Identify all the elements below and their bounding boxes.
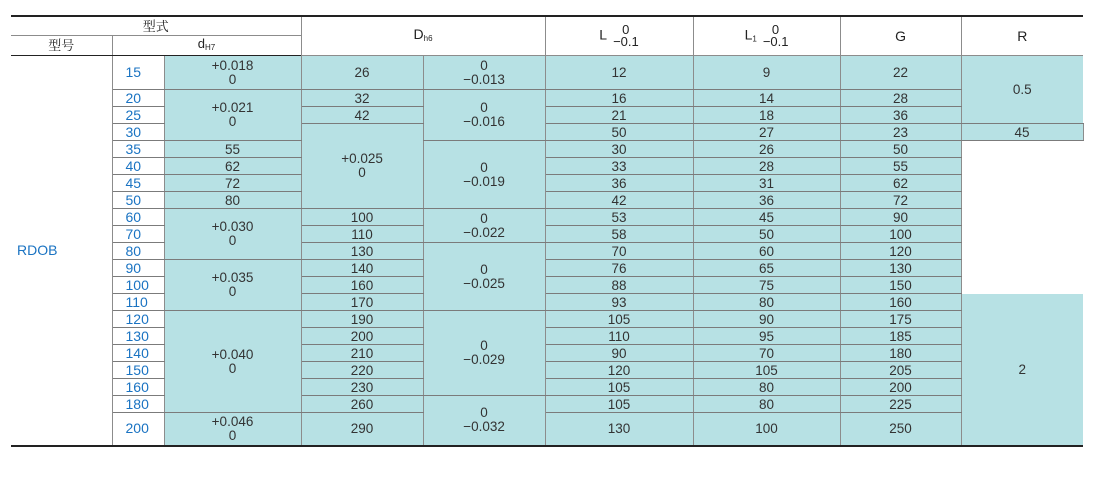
header-L1 — [693, 16, 840, 56]
L-value-cell: 105 — [545, 396, 693, 413]
G-value-cell: 55 — [840, 158, 961, 175]
L1-value-cell: 100 — [693, 413, 840, 446]
D-tolerance-cell — [423, 90, 545, 141]
G-value-cell: 130 — [840, 260, 961, 277]
header-L-label: L — [599, 26, 608, 43]
L-value-cell: 16 — [545, 90, 693, 107]
D-tolerance-cell — [423, 396, 545, 446]
d-value-cell: 25 — [112, 107, 164, 124]
d-tolerance-cell-upper: +0.018 — [211, 57, 254, 73]
header-style — [11, 16, 301, 36]
header-style-label: 型式 — [142, 18, 169, 34]
d-value-cell: 140 — [112, 345, 164, 362]
G-value-cell: 72 — [840, 192, 961, 209]
L1-value-cell: 23 — [840, 124, 961, 141]
D-value-cell: 26 — [301, 56, 423, 90]
d-value-cell: 180 — [112, 396, 164, 413]
d-tolerance-cell-upper: +0.035 — [211, 270, 254, 285]
d-value-cell: 130 — [112, 328, 164, 345]
L1-value-cell: 14 — [693, 90, 840, 107]
G-value-cell: 200 — [840, 379, 961, 396]
D-value-cell: 230 — [301, 379, 423, 396]
D-tolerance-cell-upper: 0 — [480, 261, 488, 277]
D-tolerance-cell-lower: −0.025 — [463, 275, 505, 291]
L1-value-cell: 95 — [693, 328, 840, 345]
D-value-cell: 160 — [301, 277, 423, 294]
G-value-cell: 160 — [840, 294, 961, 311]
D-tolerance-cell-lower: −0.016 — [463, 114, 505, 129]
L-value-cell: 93 — [545, 294, 693, 311]
L-value-cell: 42 — [545, 192, 693, 209]
header-D-sub: h6 — [423, 33, 433, 43]
R-value-cell: 0.5 — [961, 56, 1083, 124]
G-value-cell: 50 — [840, 141, 961, 158]
L-value-cell: 70 — [545, 243, 693, 260]
d-tolerance-cell — [164, 56, 301, 90]
d-tolerance-cell — [164, 260, 301, 311]
d-tolerance-cell-lower: 0 — [228, 71, 237, 87]
G-value-cell: 28 — [840, 90, 961, 107]
d-value-cell: 35 — [112, 141, 164, 158]
G-value-cell: 250 — [840, 413, 961, 446]
d-tolerance-cell-lower: 0 — [228, 233, 237, 248]
header-d — [112, 36, 301, 56]
table-row — [11, 56, 1083, 90]
D-tolerance-cell-lower: −0.022 — [463, 224, 505, 240]
G-value-cell: 36 — [840, 107, 961, 124]
d-tolerance-cell-lower: 0 — [358, 165, 366, 180]
D-tolerance-cell-upper: 0 — [480, 210, 488, 226]
header-R-label: R — [1017, 27, 1028, 44]
D-tolerance-cell-lower: −0.029 — [463, 352, 505, 367]
G-value-cell: 180 — [840, 345, 961, 362]
L-value-cell: 21 — [545, 107, 693, 124]
d-value-cell: 150 — [112, 362, 164, 379]
header-model — [11, 36, 112, 56]
D-value-cell: 80 — [164, 192, 301, 209]
D-tolerance-cell-upper: 0 — [480, 57, 488, 73]
d-value-cell: 50 — [112, 192, 164, 209]
table-row — [11, 90, 1083, 107]
d-value-cell: 90 — [112, 260, 164, 277]
L1-value-cell: 80 — [693, 294, 840, 311]
L1-value-cell: 80 — [693, 396, 840, 413]
D-value-cell: 55 — [164, 141, 301, 158]
D-value-cell: 190 — [301, 311, 423, 328]
d-value-cell: 45 — [112, 175, 164, 192]
L-value-cell: 12 — [545, 56, 693, 90]
D-tolerance-cell-upper: 0 — [480, 338, 488, 353]
table-row — [11, 192, 1083, 209]
d-value-cell: 30 — [112, 124, 164, 141]
d-value-cell: 160 — [112, 379, 164, 396]
L1-value-cell: 50 — [693, 226, 840, 243]
header-model-label: 型号 — [48, 38, 75, 53]
table-row — [11, 158, 1083, 175]
D-tolerance-cell — [423, 56, 545, 90]
d-value-cell: 15 — [112, 56, 164, 90]
d-tolerance-cell — [164, 311, 301, 413]
d-value-cell: 110 — [112, 294, 164, 311]
d-tolerance-cell-upper: +0.021 — [211, 100, 254, 115]
L-value-cell: 88 — [545, 277, 693, 294]
L-value-cell: 76 — [545, 260, 693, 277]
header-D-label: D — [413, 25, 424, 42]
header-L-tol-lower: −0.1 — [613, 34, 639, 49]
header-L1-tol-upper: 0 — [771, 22, 780, 37]
d-tolerance-cell-upper: +0.025 — [341, 151, 383, 166]
L1-value-cell: 75 — [693, 277, 840, 294]
table-body — [11, 56, 1083, 446]
header-L1-label: L — [744, 26, 753, 43]
L-value-cell: 130 — [545, 413, 693, 446]
table-row — [11, 413, 1083, 446]
D-value-cell: 42 — [301, 107, 423, 124]
D-tolerance-cell-upper: 0 — [480, 100, 488, 115]
L1-value-cell: 90 — [693, 311, 840, 328]
d-tolerance-cell-lower: 0 — [228, 284, 237, 299]
D-value-cell: 210 — [301, 345, 423, 362]
G-value-cell: 175 — [840, 311, 961, 328]
table-row — [11, 311, 1083, 328]
D-value-cell: 110 — [301, 226, 423, 243]
d-tolerance-cell-lower: 0 — [228, 360, 237, 376]
D-tolerance-cell-upper: 0 — [480, 159, 488, 175]
L1-value-cell: 31 — [693, 175, 840, 192]
L-value-cell: 27 — [693, 124, 840, 141]
D-value-cell: 50 — [545, 124, 693, 141]
L1-value-cell: 9 — [693, 56, 840, 90]
d-value-cell: 80 — [112, 243, 164, 260]
L1-value-cell: 65 — [693, 260, 840, 277]
header-L1-sub: 1 — [752, 34, 757, 44]
d-tolerance-cell — [164, 90, 301, 141]
D-tolerance-cell — [423, 209, 545, 243]
L-value-cell: 105 — [545, 379, 693, 396]
G-value-cell: 225 — [840, 396, 961, 413]
header-L — [545, 16, 693, 56]
G-value-cell: 150 — [840, 277, 961, 294]
d-tolerance-cell-lower: 0 — [228, 114, 237, 129]
L-value-cell: 120 — [545, 362, 693, 379]
model-cell: RDOB — [11, 56, 112, 446]
header-G-label: G — [895, 27, 906, 44]
d-tolerance-cell-upper: +0.040 — [211, 346, 254, 362]
D-tolerance-cell — [423, 243, 545, 311]
d-tolerance-cell — [164, 209, 301, 260]
D-tolerance-cell-lower: −0.013 — [463, 71, 505, 87]
D-tolerance-cell-upper: 0 — [480, 405, 488, 421]
L-value-cell: 90 — [545, 345, 693, 362]
dimension-table — [11, 15, 1083, 447]
L-value-cell: 58 — [545, 226, 693, 243]
header-d-label: d — [197, 36, 206, 51]
table-row — [11, 260, 1083, 277]
header-L1-tol-lower: −0.1 — [762, 34, 789, 49]
G-value-cell: 205 — [840, 362, 961, 379]
D-value-cell: 170 — [301, 294, 423, 311]
L1-value-cell: 45 — [693, 209, 840, 226]
D-value-cell: 100 — [301, 209, 423, 226]
header-d-sub: H7 — [205, 43, 216, 52]
L-value-cell: 110 — [545, 328, 693, 345]
L1-value-cell: 28 — [693, 158, 840, 175]
G-value-cell: 100 — [840, 226, 961, 243]
G-value-cell: 185 — [840, 328, 961, 345]
header-R — [961, 16, 1083, 56]
D-value-cell: 62 — [164, 158, 301, 175]
L-value-cell: 53 — [545, 209, 693, 226]
R-value-cell: 2 — [961, 294, 1083, 446]
G-value-cell: 45 — [961, 124, 1083, 141]
D-value-cell: 290 — [301, 413, 423, 446]
L1-value-cell: 105 — [693, 362, 840, 379]
D-value-cell: 220 — [301, 362, 423, 379]
L1-value-cell: 70 — [693, 345, 840, 362]
d-tolerance-cell-upper: +0.030 — [211, 219, 254, 234]
D-tolerance-cell-lower: −0.032 — [463, 419, 505, 435]
L1-value-cell: 60 — [693, 243, 840, 260]
D-value-cell: 130 — [301, 243, 423, 260]
d-tolerance-cell-lower: 0 — [228, 427, 237, 443]
d-tolerance-cell-upper: +0.046 — [211, 413, 254, 429]
D-value-cell: 140 — [301, 260, 423, 277]
header-L-tol-upper: 0 — [622, 22, 630, 37]
d-tolerance-cell — [164, 413, 301, 446]
D-tolerance-cell — [423, 311, 545, 396]
d-value-cell: 200 — [112, 413, 164, 446]
G-value-cell: 90 — [840, 209, 961, 226]
D-tolerance-cell — [423, 141, 545, 209]
table-row — [11, 209, 1083, 226]
d-value-cell: 100 — [112, 277, 164, 294]
header-D — [301, 16, 545, 56]
d-tolerance-cell — [301, 124, 423, 209]
table-row — [11, 175, 1083, 192]
D-value-cell: 200 — [301, 328, 423, 345]
L-value-cell: 105 — [545, 311, 693, 328]
table-row — [11, 141, 1083, 158]
D-value-cell: 32 — [301, 90, 423, 107]
d-value-cell: 40 — [112, 158, 164, 175]
d-value-cell: 60 — [112, 209, 164, 226]
G-value-cell: 120 — [840, 243, 961, 260]
G-value-cell: 62 — [840, 175, 961, 192]
d-value-cell: 120 — [112, 311, 164, 328]
L1-value-cell: 26 — [693, 141, 840, 158]
L-value-cell: 30 — [545, 141, 693, 158]
spec-table-container — [11, 15, 1083, 447]
L1-value-cell: 36 — [693, 192, 840, 209]
L-value-cell: 36 — [545, 175, 693, 192]
D-tolerance-cell-lower: −0.019 — [463, 173, 505, 189]
L-value-cell: 33 — [545, 158, 693, 175]
header-G — [840, 16, 961, 56]
D-value-cell: 260 — [301, 396, 423, 413]
D-value-cell: 72 — [164, 175, 301, 192]
L1-value-cell: 80 — [693, 379, 840, 396]
d-value-cell: 70 — [112, 226, 164, 243]
d-value-cell: 20 — [112, 90, 164, 107]
L1-value-cell: 18 — [693, 107, 840, 124]
G-value-cell: 22 — [840, 56, 961, 90]
